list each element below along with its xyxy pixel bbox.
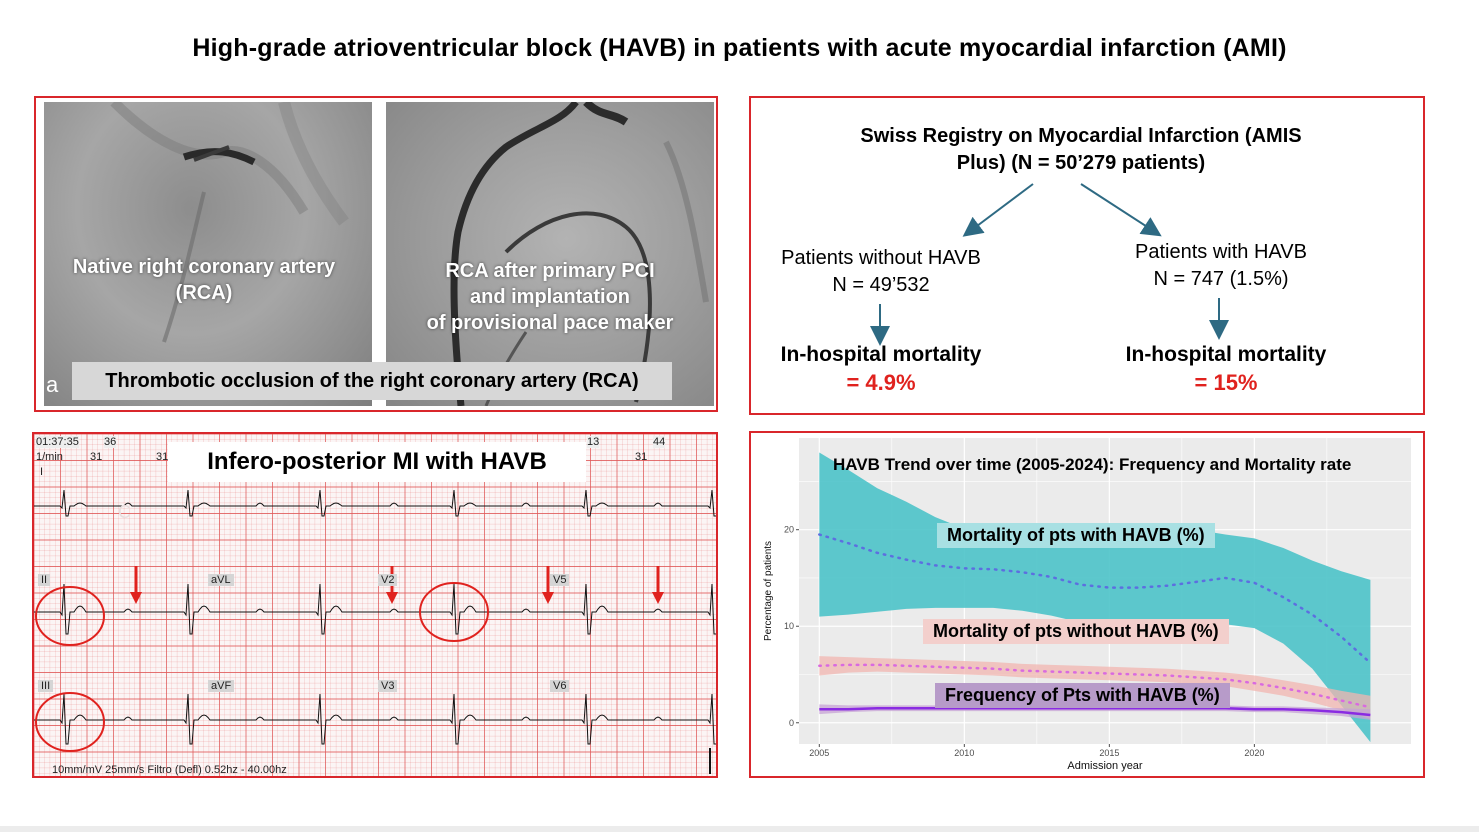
ecg-time: 01:37:35 bbox=[36, 436, 79, 448]
arrow-to-without-havb bbox=[969, 184, 1033, 232]
x-tick-label-2: 2010 bbox=[954, 748, 975, 758]
lead-label-v3: V3 bbox=[378, 680, 397, 692]
without-mortality-label: In-hospital mortality bbox=[780, 343, 982, 366]
lead-label-v6: V6 bbox=[550, 680, 569, 692]
ecg-number-4: 13 bbox=[587, 436, 600, 448]
with-havb-box: Patients with HAVB N = 747 (1.5%) bbox=[1135, 241, 1307, 290]
ecg-panel bbox=[32, 432, 718, 778]
ecg-footer: 10mm/mV 25mm/s Filtro (Defl) 0.52hz - 40.00hz bbox=[52, 764, 287, 776]
lead-label-v2: V2 bbox=[378, 574, 397, 586]
angiogram-after-pci bbox=[386, 102, 714, 406]
native-rca-label: Native right coronary artery (RCA) bbox=[72, 256, 336, 304]
registry-flow-panel bbox=[749, 96, 1425, 415]
page-title: High-grade atrioventricular block (HAVB) in patients with acute myocardial infarction (AMI) bbox=[192, 34, 1287, 62]
series-label-mortality-havb: Mortality of pts with HAVB (%) bbox=[937, 523, 1215, 548]
ecg-number-2: 31 bbox=[90, 451, 103, 463]
lead-label-v5: V5 bbox=[550, 574, 569, 586]
series-label-mortality-no-havb: Mortality of pts without HAVB (%) bbox=[923, 619, 1229, 644]
lead-label-iii: III bbox=[38, 680, 53, 692]
lead-label-avf: aVF bbox=[208, 680, 234, 692]
bottom-rule bbox=[0, 826, 1479, 832]
panel-letter-a: a bbox=[46, 372, 59, 397]
without-havb-box: Patients without HAVB N = 49’532 bbox=[781, 247, 981, 296]
ecg-rate-unit: 1/min bbox=[36, 451, 63, 463]
y-axis-title: Percentage of patients bbox=[763, 540, 774, 642]
ecg-number-3: 31 bbox=[156, 451, 169, 463]
y-tick-label-3: 20 bbox=[783, 524, 794, 535]
chart-title: HAVB Trend over time (2005-2024): Frequency and Mortality rate bbox=[833, 455, 1352, 474]
with-mortality-value: = 15% bbox=[1194, 370, 1258, 395]
arrow-to-with-havb bbox=[1081, 184, 1155, 232]
post-pci-label: RCA after primary PCI and implantation of provisional pace maker bbox=[426, 260, 674, 334]
x-axis-title: Admission year bbox=[1067, 760, 1143, 772]
ecg-strip bbox=[34, 434, 716, 776]
ecg-number-1: 36 bbox=[104, 436, 117, 448]
registry-heading: Swiss Registry on Myocardial Infarction (AMIS Plus) (N = 50’279 patients) bbox=[860, 125, 1302, 174]
panel-letter-c: C bbox=[118, 502, 131, 522]
angiogram-native-rca bbox=[44, 102, 372, 406]
ecg-number-5: 44 bbox=[653, 436, 666, 448]
x-tick-label-4: 2020 bbox=[1244, 748, 1265, 758]
series-label-frequency-havb: Frequency of Pts with HAVB (%) bbox=[935, 683, 1230, 708]
ecg-trace-row-3 bbox=[34, 694, 716, 744]
angiography-panel bbox=[34, 96, 718, 412]
lead-label-i: I bbox=[40, 466, 44, 478]
ecg-title: Infero-posterior MI with HAVB bbox=[168, 442, 586, 482]
y-tick-label-2: 10 bbox=[783, 621, 794, 632]
lead-label-avl: aVL bbox=[208, 574, 234, 586]
post-pci-vessel-drawing bbox=[386, 102, 714, 406]
angiography-caption: Thrombotic occlusion of the right coronary artery (RCA) bbox=[72, 362, 672, 400]
y-tick-label-1: 0 bbox=[788, 717, 794, 728]
with-mortality-label: In-hospital mortality bbox=[1125, 343, 1327, 366]
lead-label-ii: II bbox=[38, 574, 50, 586]
x-tick-label-3: 2015 bbox=[1099, 748, 1120, 758]
x-tick-label-1: 2005 bbox=[809, 748, 830, 758]
without-mortality-value: = 4.9% bbox=[846, 370, 916, 395]
trend-chart bbox=[751, 433, 1423, 776]
ecg-grid bbox=[34, 434, 716, 776]
ecg-number-6: 31 bbox=[635, 451, 648, 463]
trend-chart-panel bbox=[749, 431, 1425, 778]
